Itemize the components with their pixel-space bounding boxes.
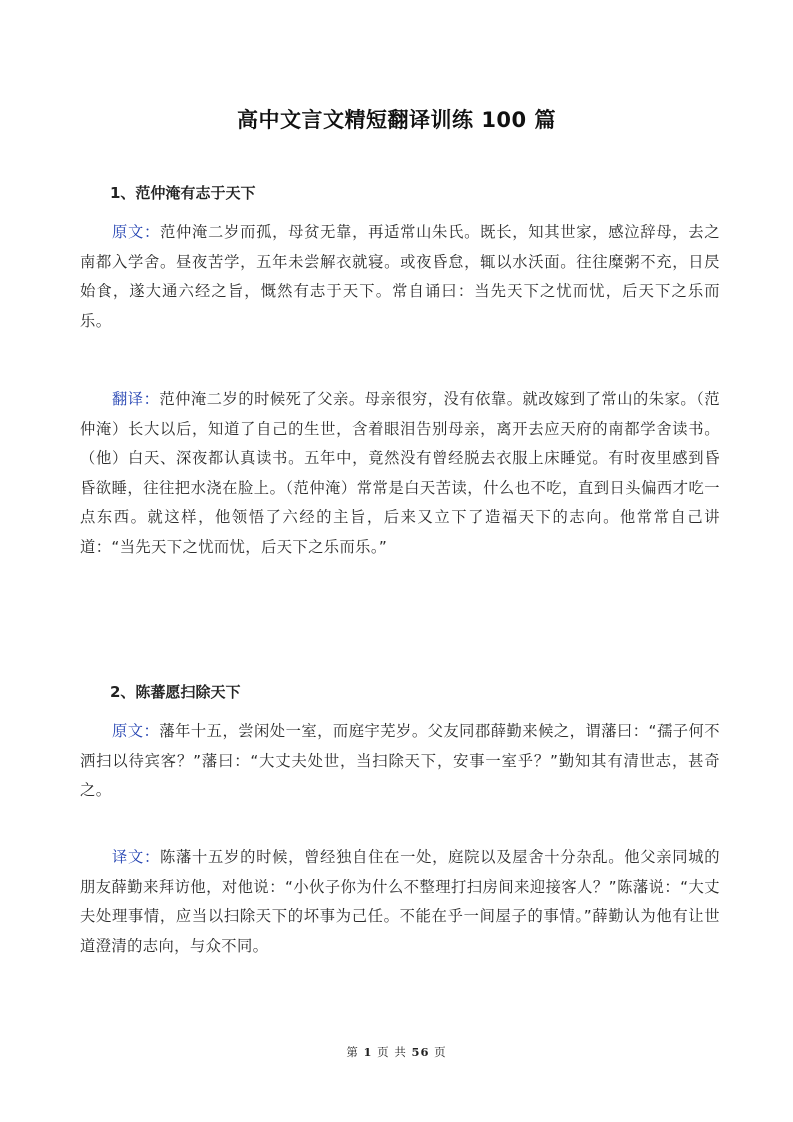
section-1-heading: 1、范仲淹有志于天下	[110, 184, 256, 202]
original-label: 原文：	[112, 223, 161, 241]
footer-prefix: 第	[346, 1045, 359, 1059]
footer-total-pages: 56	[411, 1045, 430, 1059]
section-2-original	[80, 717, 720, 806]
translation-text: 陈藩十五岁的时候，曾经独自住在一处，庭院以及屋舍十分杂乱。他父亲同城的朋友薛勤来拜访他，对他说：“小伙子你为什么不整理打扫房间来迎接客人？”陈藩说：“大丈夫处理事情，应当以扫除天下的坏事为己任。不能在乎一间屋子的事情。”薛勤认为他有让世道澄清的志向，与众不同。	[80, 848, 720, 955]
page-footer	[0, 1044, 793, 1060]
translation-text: 范仲淹二岁的时候死了父亲。母亲很穷，没有依靠。就改嫁到了常山的朱家。（范仲淹）长大以后，知道了自己的生世，含着眼泪告别母亲，离开去应天府的南都学舍读书。（他）白天、深夜都认真读书。五年中，竟然没有曾经脱去衣服上床睡觉。有时夜里感到昏昏欲睡，往往把水浇在脸上。（范仲淹）常常是白天苦读，什么也不吃，直到日头偏西才吃一点东西。就这样，他领悟了六经的主旨，后来又立下了造福天下的志向。他常常自己讲道：“当先天下之忧而忧，后天下之乐而乐。”	[80, 390, 720, 556]
section-2-heading: 2、陈蕃愿扫除天下	[110, 683, 241, 701]
translation-label: 译文：	[112, 848, 161, 866]
page-title: 高中文言文精短翻译训练 100 篇	[237, 108, 556, 132]
footer-suffix: 页	[434, 1045, 447, 1059]
section-1-original	[80, 218, 720, 336]
original-text: 范仲淹二岁而孤，母贫无靠，再适常山朱氏。既长，知其世家，感泣辞母，去之南都入学舍。昼夜苦学，五年未尝解衣就寝。或夜昏怠，辄以水沃面。往往糜粥不充，日昃始食，遂大通六经之旨，慨然有志于天下。常自诵曰：当先天下之忧而忧，后天下之乐而乐。	[80, 223, 720, 330]
original-text: 藩年十五，尝闲处一室，而庭宇芜岁。父友同郡薛勤来候之，谓藩曰：“孺子何不洒扫以待宾客？”藩曰：“大丈夫处世，当扫除天下，安事一室乎？”勤知其有清世志，甚奇之。	[80, 722, 720, 799]
original-label: 原文：	[112, 722, 160, 740]
footer-current-page: 1	[363, 1045, 373, 1059]
section-1-translation	[80, 385, 720, 562]
translation-label: 翻译：	[112, 390, 160, 408]
section-2-translation	[80, 843, 720, 961]
footer-middle: 页 共	[377, 1045, 407, 1059]
